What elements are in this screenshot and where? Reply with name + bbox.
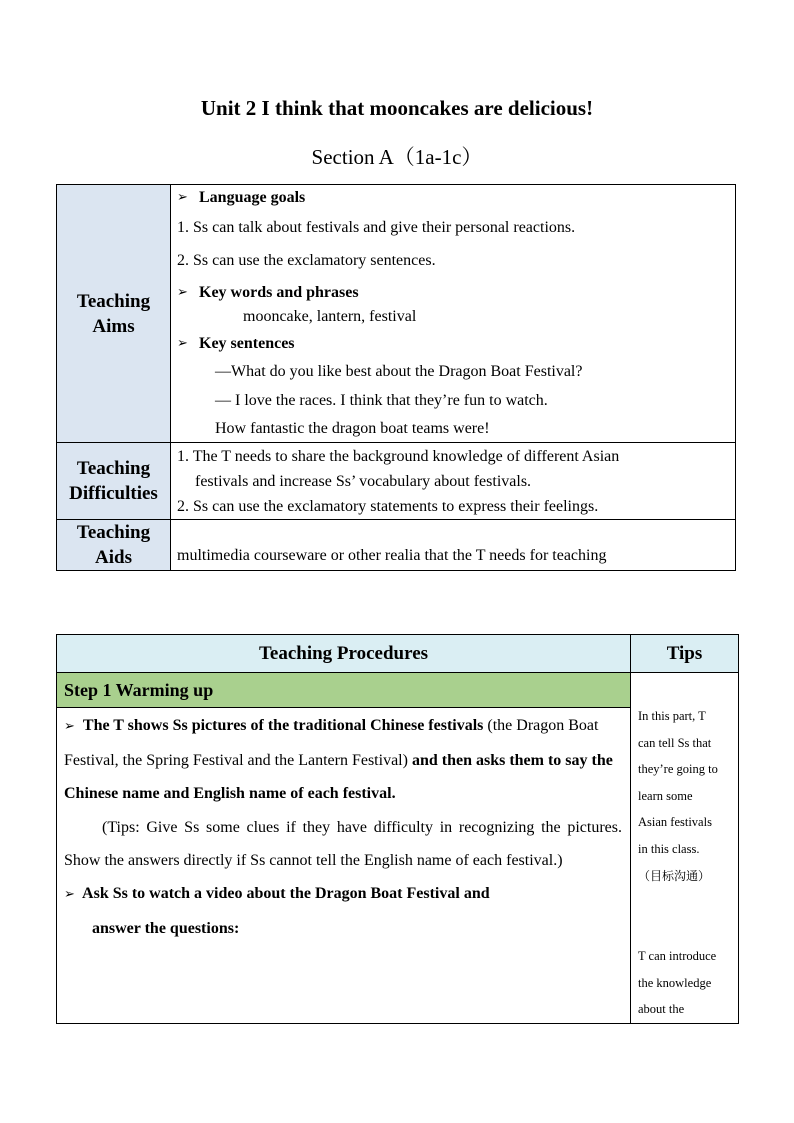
procedures-header: Teaching Procedures [57,635,631,673]
difficulty-2: 2. Ss can use the exclamatory statements to express their feelings. [177,498,599,515]
tips-column [631,673,739,1024]
tip-1-line: in this class. [638,841,700,856]
teaching-difficulties-content [171,443,736,520]
arrow-bullet-icon: ➢ [64,887,75,903]
tip-2-line: the knowledge [638,975,712,990]
difficulties-label-line-2: Difficulties [69,483,158,504]
document-subtitle: Section A（1a-1c） [311,145,483,169]
teaching-aims-label [57,185,171,443]
goal-2: 2. Ss can use the exclamatory sentences. [177,252,436,269]
difficulty-1-line-1: 1. The T needs to share the background knowledge of different Asian [177,448,620,465]
teaching-aids-label [57,520,171,571]
aids-label-line-1: Teaching [76,522,151,543]
item-2-line-2: answer the questions: [92,919,240,937]
tip-1-line: can tell Ss that [638,735,712,750]
aids-label-line-2: Aids [95,547,132,568]
language-goals-heading: ➢ Language goals [171,187,735,217]
tip-1-line: Asian festivals [638,815,712,830]
aims-label-line-2: Aims [92,315,135,337]
key-words-heading: ➢ Key words and phrases [171,282,735,305]
procedure-item-2 [64,877,622,911]
tips-header: Tips [631,635,739,673]
teaching-difficulties-label [57,443,171,520]
item-1-festivals: (the Dragon Boat Festival, the Spring Festival and the Lantern Festival) [64,717,599,769]
difficulties-label-line-1: Teaching [76,458,151,479]
tip-1-chinese-note: （目标沟通） [638,868,711,883]
step-1-title: Step 1 Warming up [57,673,631,708]
key-sentence-1: —What do you like best about the Dragon Boat Festival? [215,363,583,380]
tip-2 [638,943,732,1023]
teaching-aims-table [56,184,736,571]
teaching-aims-content [171,185,736,443]
tip-1-line: they’re going to [638,762,718,777]
tip-1-line: In this part, T [638,709,706,723]
arrow-bullet-icon: ➢ [64,719,75,735]
tip-1 [638,703,732,889]
arrow-bullet-icon: ➢ [177,336,188,351]
key-sentence-2: — I love the races. I think that they’re fun to watch. [215,392,548,409]
tip-2-line: about the [638,1002,685,1017]
tip-1-line: learn some [638,788,693,803]
key-sentences-heading: ➢ Key sentences [171,333,735,361]
key-words: mooncake, lantern, festival [243,308,417,325]
teaching-aids-content: multimedia courseware or other realia that the T needs for teaching [171,520,736,571]
difficulty-1-line-2: festivals and increase Ss’ vocabulary about festivals. [195,473,532,490]
teaching-procedures-table [56,634,739,1024]
procedure-item-1 [64,709,622,810]
item-1-instruction: The T shows Ss pictures of the traditional Chinese festivals [82,717,484,735]
step-1-content [57,708,631,1024]
item-2-line-1: Ask Ss to watch a video about the Dragon Boat Festival and [82,885,490,903]
aims-label-line-1: Teaching [76,290,151,312]
arrow-bullet-icon: ➢ [177,190,188,205]
document-title: Unit 2 I think that mooncakes are delicious! [200,96,594,120]
key-sentence-3: How fantastic the dragon boat teams were! [215,420,490,437]
goal-1: 1. Ss can talk about festivals and give their personal reactions. [177,219,576,236]
tip-2-line: T can introduce [638,949,717,964]
procedure-tips-note: (Tips: Give Ss some clues if they have difficulty in recognizing the pictures. Show the answers directly if Ss cannot tell the English name of each festival.) [64,818,622,870]
item-1-instruction-cont: and then asks them to say the Chinese name and English name of each festival. [64,751,613,803]
arrow-bullet-icon: ➢ [177,285,188,300]
